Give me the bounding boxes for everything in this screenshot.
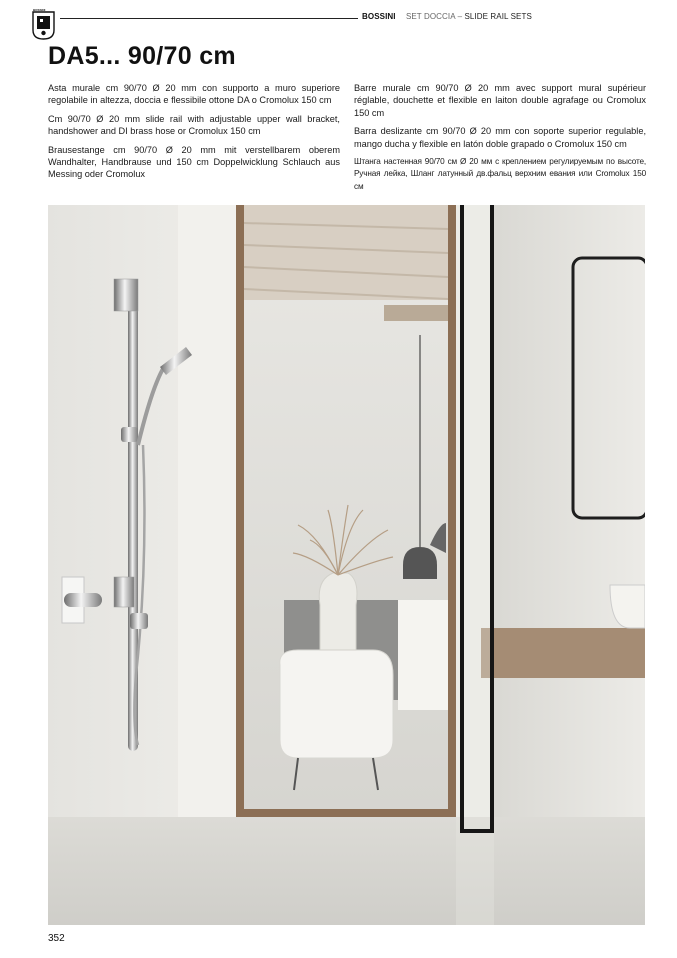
header-category: SET DOCCIA – bbox=[405, 12, 463, 21]
description-it: Asta murale cm 90/70 Ø 20 mm con supporto a muro superiore regolabile in altezza, doccia e flessibile ottone DA o Cromolux 150 cm bbox=[48, 83, 340, 106]
product-photo bbox=[48, 205, 645, 925]
header-subcategory: SLIDE RAIL SETS bbox=[464, 12, 532, 21]
header-bar bbox=[362, 12, 532, 21]
header-brand: BOSSINI bbox=[362, 12, 396, 21]
page-number: 352 bbox=[48, 933, 65, 944]
header-rule bbox=[60, 18, 358, 19]
description-column-left bbox=[48, 82, 340, 187]
description-ru: Штанга настенная 90/70 см Ø 20 мм с креплением регулируемым по высоте, Ручная лейка, Шланг латунный дв.фальц верхним евания или Cromolux 150 см bbox=[354, 157, 646, 191]
bossini-logo bbox=[31, 8, 56, 41]
description-en: Cm 90/70 Ø 20 mm slide rail with adjustable upper wall bracket, handshower and DI brass hose or Cromolux 150 cm bbox=[48, 113, 340, 137]
description-es: Barra deslizante cm 90/70 Ø 20 mm con soporte superior regulable, mango ducha y flexible en latón doble grapado o Cromolux 150 cm bbox=[354, 126, 646, 149]
logo-text: BOSSINI bbox=[33, 8, 46, 12]
description-column-right bbox=[354, 82, 646, 199]
product-title: DA5... 90/70 cm bbox=[48, 42, 236, 70]
description-fr: Barre murale cm 90/70 Ø 20 mm avec support mural supérieur réglable, douchette et flexible en laiton double agrafage ou Cromolux 150 cm bbox=[354, 83, 646, 118]
description-de: Brausestange cm 90/70 Ø 20 mm mit verstellbarem oberem Wandhalter, Handbrause und 150 cm Doppelwicklung Schlauch aus Messing oder Cromolux bbox=[48, 144, 340, 180]
